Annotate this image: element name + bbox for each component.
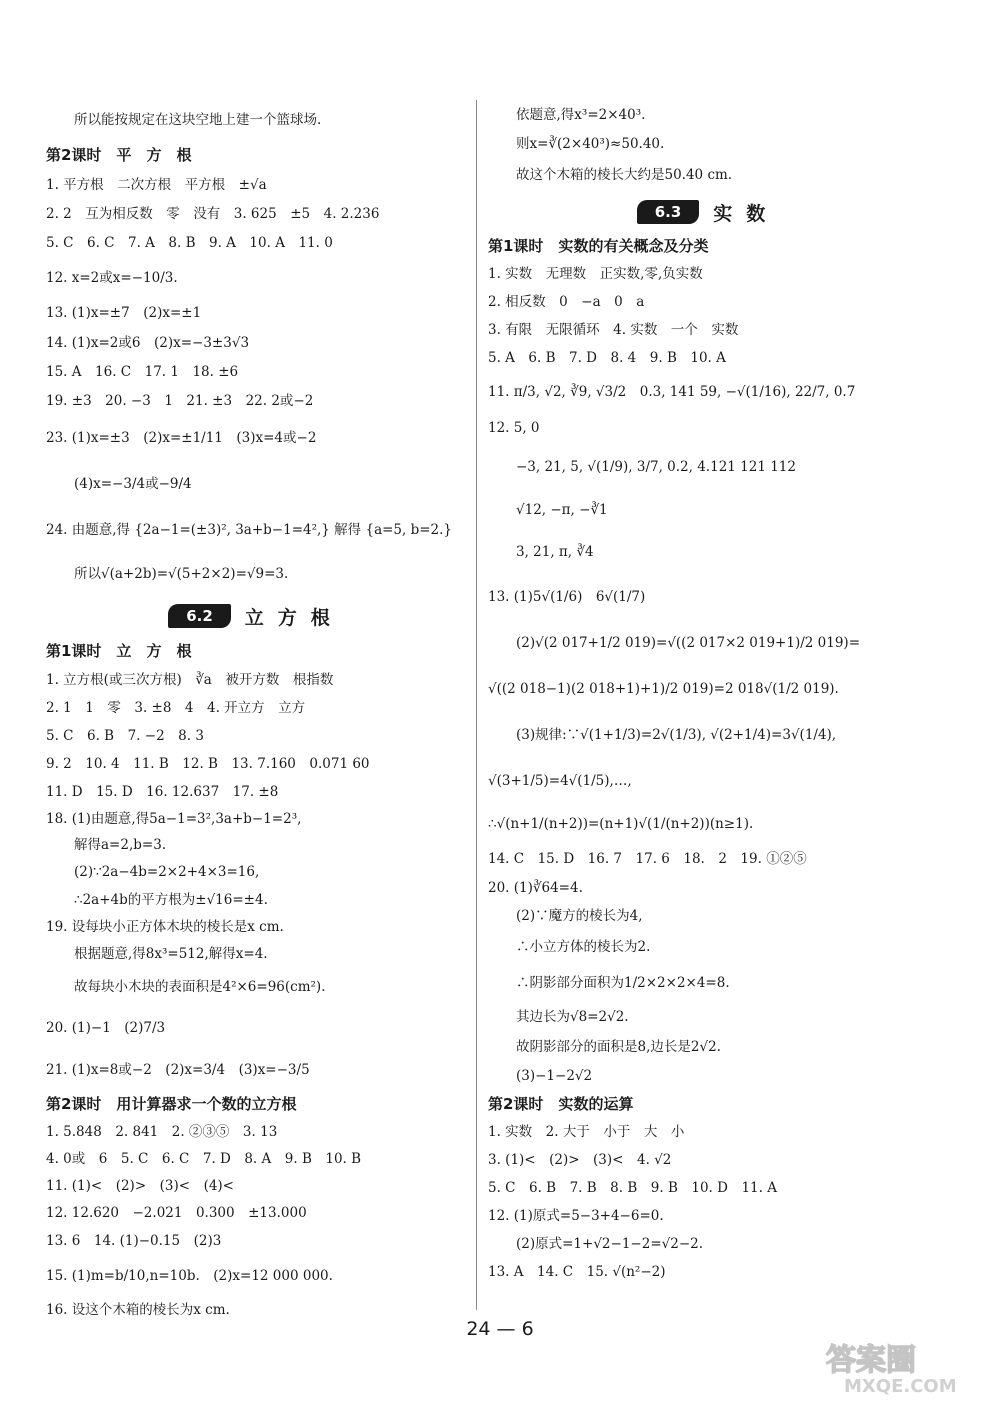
answer-line: 2. 1 1 零 3. ±8 4 4. 开立方 立方 <box>46 700 306 716</box>
answer-line: 2. 2 互为相反数 零 没有 3. 625 ±5 4. 2.236 <box>46 206 380 222</box>
answer-line: 12. 12.620 −2.021 0.300 ±13.000 <box>46 1205 307 1221</box>
answer-line: 19. ±3 20. −3 1 21. ±3 22. 2或−2 <box>46 393 314 409</box>
answer-line: 根据题意,得8x³=512,解得x=4. <box>74 946 268 962</box>
answer-line: 3. (1)< (2)> (3)< 4. √2 <box>488 1152 672 1168</box>
answer-line: 23. (1)x=±3 (2)x=±1/11 (3)x=4或−2 <box>46 430 317 446</box>
answer-line: 则x=∛(2×40³)≈50.40. <box>516 136 665 152</box>
answer-line: (2)√(2 017+1/2 019)=√((2 017×2 019+1)/2 019)= <box>516 635 860 651</box>
answer-line: 5. C 6. C 7. A 8. B 9. A 10. A 11. 0 <box>46 235 333 251</box>
answer-line: √(3+1/5)=4√(1/5),…, <box>488 773 632 789</box>
answer-line: 20. (1)∛64=4. <box>488 880 583 896</box>
answer-line: 11. π/3, √2, ∛9, √3/2 0.3, 141 59, −√(1/16), 22/7, 0.7̇ <box>488 384 856 400</box>
answer-line: 14. (1)x=2或6 (2)x=−3±3√3 <box>46 335 250 351</box>
answer-line: (3)−1−2√2 <box>516 1068 593 1084</box>
answer-line: 13. A 14. C 15. √(n²−2) <box>488 1264 666 1280</box>
answer-line: 20. (1)−1 (2)7/3 <box>46 1020 166 1036</box>
answer-line: 11. D 15. D 16. 12.637 17. ±8 <box>46 784 279 800</box>
answer-line: 依题意,得x³=2×40³. <box>516 107 646 123</box>
answer-line: 5. C 6. B 7. B 8. B 9. B 10. D 11. A <box>488 1180 777 1196</box>
answer-line: 所以√(a+2b)=√(5+2×2)=√9=3. <box>74 566 289 582</box>
answer-line: 21. (1)x=8或−2 (2)x=3/4 (3)x=−3/5 <box>46 1062 310 1078</box>
lesson-heading: 第2课时 实数的运算 <box>488 1095 634 1113</box>
answer-line: ∴阴影部分面积为1/2×2×2×4=8. <box>516 975 730 991</box>
answer-line: 故每块小木块的表面积是4²×6=96(cm²). <box>74 979 326 995</box>
answer-line: (3)规律:∵√(1+1/3)=2√(1/3), √(2+1/4)=3√(1/4), <box>516 727 837 743</box>
answer-line: 14. C 15. D 16. 7 17. 6 18. 2 19. ①②⑤ <box>488 851 807 867</box>
answer-line: 13. (1)x=±7 (2)x=±1 <box>46 305 202 321</box>
lesson-heading: 第2课时 平 方 根 <box>46 146 192 164</box>
answer-line: 11. (1)< (2)> (3)< (4)< <box>46 1178 234 1194</box>
answer-line: 1. 立方根(或三次方根) ∛a 被开方数 根指数 <box>46 672 334 688</box>
answer-line: 所以能按规定在这块空地上建一个篮球场. <box>74 112 322 128</box>
watermark-logo <box>820 1336 990 1396</box>
page-number: 24 — 6 <box>466 1318 534 1340</box>
answer-line: 1. 5.848 2. 841 2. ②③⑤ 3. 13 <box>46 1124 278 1140</box>
answer-line: −3, 21, 5, √(1/9), 3/7, 0.2, 4̇.121 121 112 <box>516 459 796 475</box>
answer-line: 12. 5, 0 <box>488 420 540 436</box>
answer-line: 12. (1)原式=5−3+4−6=0. <box>488 1208 664 1224</box>
lesson-heading: 第2课时 用计算器求一个数的立方根 <box>46 1095 297 1113</box>
left-column <box>46 100 466 1324</box>
section-header <box>488 192 928 232</box>
answer-line: (2)∵2a−4b=2×2+4×3=16, <box>74 864 260 880</box>
answer-line: 解得a=2,b=3. <box>74 837 167 853</box>
answer-line: 19. 设每块小正方体木块的棱长是x cm. <box>46 919 284 935</box>
answer-line: 12. x=2或x=−10/3. <box>46 270 178 286</box>
answer-line: ∴小立方体的棱长为2. <box>516 939 651 955</box>
lesson-heading: 第1课时 立 方 根 <box>46 642 192 660</box>
answer-line: 24. 由题意,得 {2a−1=(±3)², 3a+b−1=4²,} 解得 {a=5, b=2.} <box>46 522 453 538</box>
answer-line: 16. 设这个木箱的棱长为x cm. <box>46 1302 230 1318</box>
answer-line: 5. C 6. B 7. −2 8. 3 <box>46 728 204 744</box>
answer-line: 15. A 16. C 17. 1 18. ±6 <box>46 364 239 380</box>
answer-line: 4. 0或 6 5. C 6. C 7. D 8. A 9. B 10. B <box>46 1151 362 1167</box>
answer-line: 18. (1)由题意,得5a−1=3²,3a+b−1=2³, <box>46 811 302 827</box>
lesson-heading: 第1课时 实数的有关概念及分类 <box>488 237 709 255</box>
answer-line: √12, −π, −∛1 <box>516 502 608 518</box>
answer-line: 故这个木箱的棱长大约是50.40 cm. <box>516 167 733 183</box>
answer-line: 3. 有限 无限循环 4. 实数 一个 实数 <box>488 322 739 338</box>
svg-text:答案圈: 答案圈 <box>826 1343 916 1378</box>
answer-line: (2)原式=1+√2−1−2=√2−2. <box>516 1236 704 1252</box>
section-header <box>46 596 466 636</box>
section-number-badge: 6.2 <box>168 604 231 628</box>
svg-text:MXQE.COM: MXQE.COM <box>844 1376 957 1396</box>
section-title: 实数 <box>713 202 780 225</box>
answer-line: ∴√(n+1/(n+2))=(n+1)√(1/(n+2))(n≥1). <box>488 816 754 832</box>
right-column <box>488 100 928 1286</box>
answer-line: 5. A 6. B 7. D 8. 4 9. B 10. A <box>488 350 726 366</box>
answer-line: (2)∵魔方的棱长为4, <box>516 908 643 924</box>
section-title: 立方根 <box>244 606 344 629</box>
answer-line: 1. 实数 2. 大于 小于 大 小 <box>488 1124 685 1140</box>
answer-line: 13. 6 14. (1)−0.15 (2)3 <box>46 1233 222 1249</box>
answer-line: √((2 018−1)(2 018+1)+1)/2 019)=2 018√(1/2 019). <box>488 681 839 697</box>
answer-line: 2. 相反数 0 −a 0 a <box>488 294 645 310</box>
answer-line: ∴2a+4b的平方根为±√16=±4. <box>74 892 268 908</box>
column-divider <box>476 100 477 1310</box>
answer-line: 15. (1)m=b/10,n=10b. (2)x=12 000 000. <box>46 1268 333 1284</box>
answer-line: 故阴影部分的面积是8,边长是2√2. <box>516 1039 721 1055</box>
answer-line: 13. (1)5√(1/6) 6√(1/7) <box>488 589 646 605</box>
answer-line: 1. 平方根 二次方根 平方根 ±√a <box>46 177 267 193</box>
answer-line: 9. 2 10. 4 11. B 12. B 13. 7.160 0.071 60 <box>46 756 370 772</box>
answer-line: 其边长为√8=2√2. <box>516 1009 629 1025</box>
answer-line: 1. 实数 无理数 正实数,零,负实数 <box>488 266 703 282</box>
section-number-badge: 6.3 <box>637 200 700 224</box>
answer-line: (4)x=−3/4或−9/4 <box>74 476 192 492</box>
answer-line: 3, 21, π, ∛4 <box>516 544 594 560</box>
